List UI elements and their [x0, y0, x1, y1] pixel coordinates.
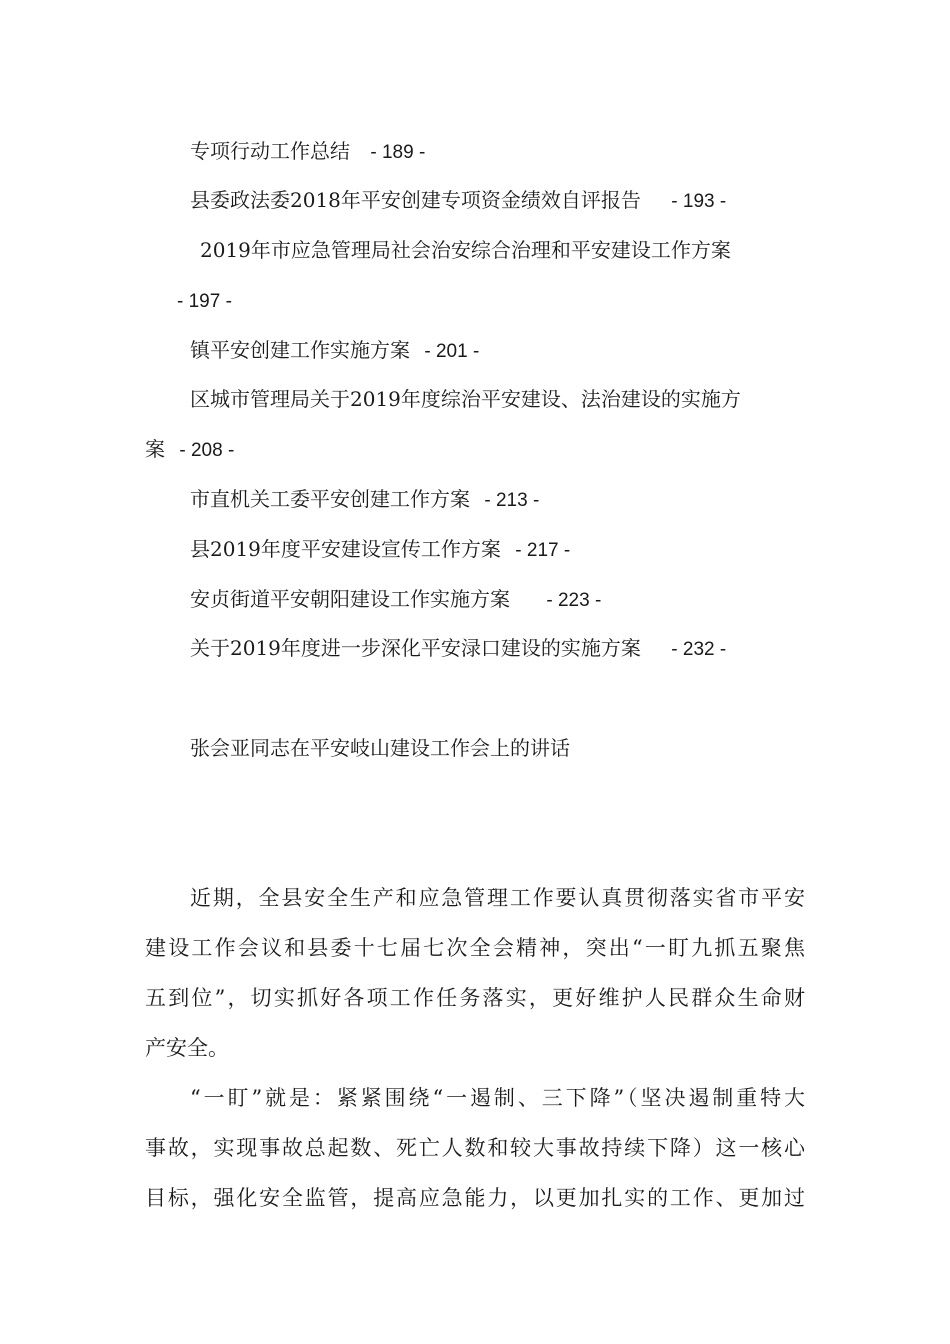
- toc-entry-page: - 208 -: [179, 440, 235, 461]
- toc-entry-page: - 217 -: [515, 540, 571, 561]
- toc-entry[interactable]: [200, 236, 731, 264]
- paragraph-line: 近期，全县安全生产和应急管理工作要认真贯彻落实省市平安: [190, 886, 805, 910]
- toc-entry-continuation[interactable]: [145, 435, 234, 465]
- toc-entry-title: 2019年市应急管理局社会治安综合治理和平安建设工作方案: [200, 238, 731, 262]
- toc-entry-title: 县2019年度平安建设宣传工作方案: [190, 537, 501, 561]
- toc-entry[interactable]: [190, 186, 726, 216]
- toc-entry-page: - 193 -: [671, 191, 727, 212]
- toc-entry[interactable]: [190, 336, 479, 366]
- toc-entry[interactable]: [190, 585, 601, 615]
- paragraph-line: 事故，实现事故总起数、死亡人数和较大事故持续下降）这一核心: [145, 1136, 805, 1160]
- toc-entry-page: - 223 -: [546, 590, 602, 611]
- toc-entry-page: - 232 -: [671, 639, 727, 660]
- paragraph-line: 产安全。: [145, 1036, 229, 1060]
- toc-entry-title: 案: [145, 437, 165, 461]
- paragraph-line: “一盯”就是：紧紧围绕“一遏制、三下降”（坚决遏制重特大: [190, 1086, 805, 1110]
- article-title: 张会亚同志在平安岐山建设工作会上的讲话: [190, 736, 570, 760]
- toc-entry-title: 镇平安创建工作实施方案: [190, 338, 410, 362]
- toc-entry[interactable]: [190, 634, 726, 664]
- toc-entry-page: - 197 -: [177, 291, 232, 312]
- toc-entry[interactable]: [190, 485, 539, 515]
- toc-entry-page: - 213 -: [484, 490, 540, 511]
- toc-entry-title: 区城市管理局关于2019年度综治平安建设、法治建设的实施方: [190, 387, 741, 411]
- paragraph-line: 建设工作会议和县委十七届七次全会精神，突出“一盯九抓五聚焦: [145, 936, 805, 960]
- toc-entry-title: 安贞街道平安朝阳建设工作实施方案: [190, 587, 510, 611]
- toc-entry-title: 关于2019年度进一步深化平安渌口建设的实施方案: [190, 636, 641, 660]
- paragraph-line: 目标，强化安全监管，提高应急能力，以更加扎实的工作、更加过: [145, 1186, 805, 1210]
- toc-entry-title: 县委政法委2018年平安创建专项资金绩效自评报告: [190, 188, 641, 212]
- paragraph-line: 五到位”，切实抓好各项工作任务落实，更好维护人民群众生命财: [145, 986, 805, 1010]
- toc-entry[interactable]: [190, 535, 570, 565]
- toc-entry[interactable]: [190, 137, 425, 167]
- toc-entry-title: 专项行动工作总结: [190, 139, 350, 163]
- toc-entry-page: - 201 -: [424, 341, 480, 362]
- toc-entry-continuation[interactable]: [177, 286, 232, 316]
- toc-entry-title: 市直机关工委平安创建工作方案: [190, 487, 470, 511]
- toc-entry-page: - 189 -: [370, 142, 426, 163]
- toc-entry[interactable]: [190, 385, 741, 413]
